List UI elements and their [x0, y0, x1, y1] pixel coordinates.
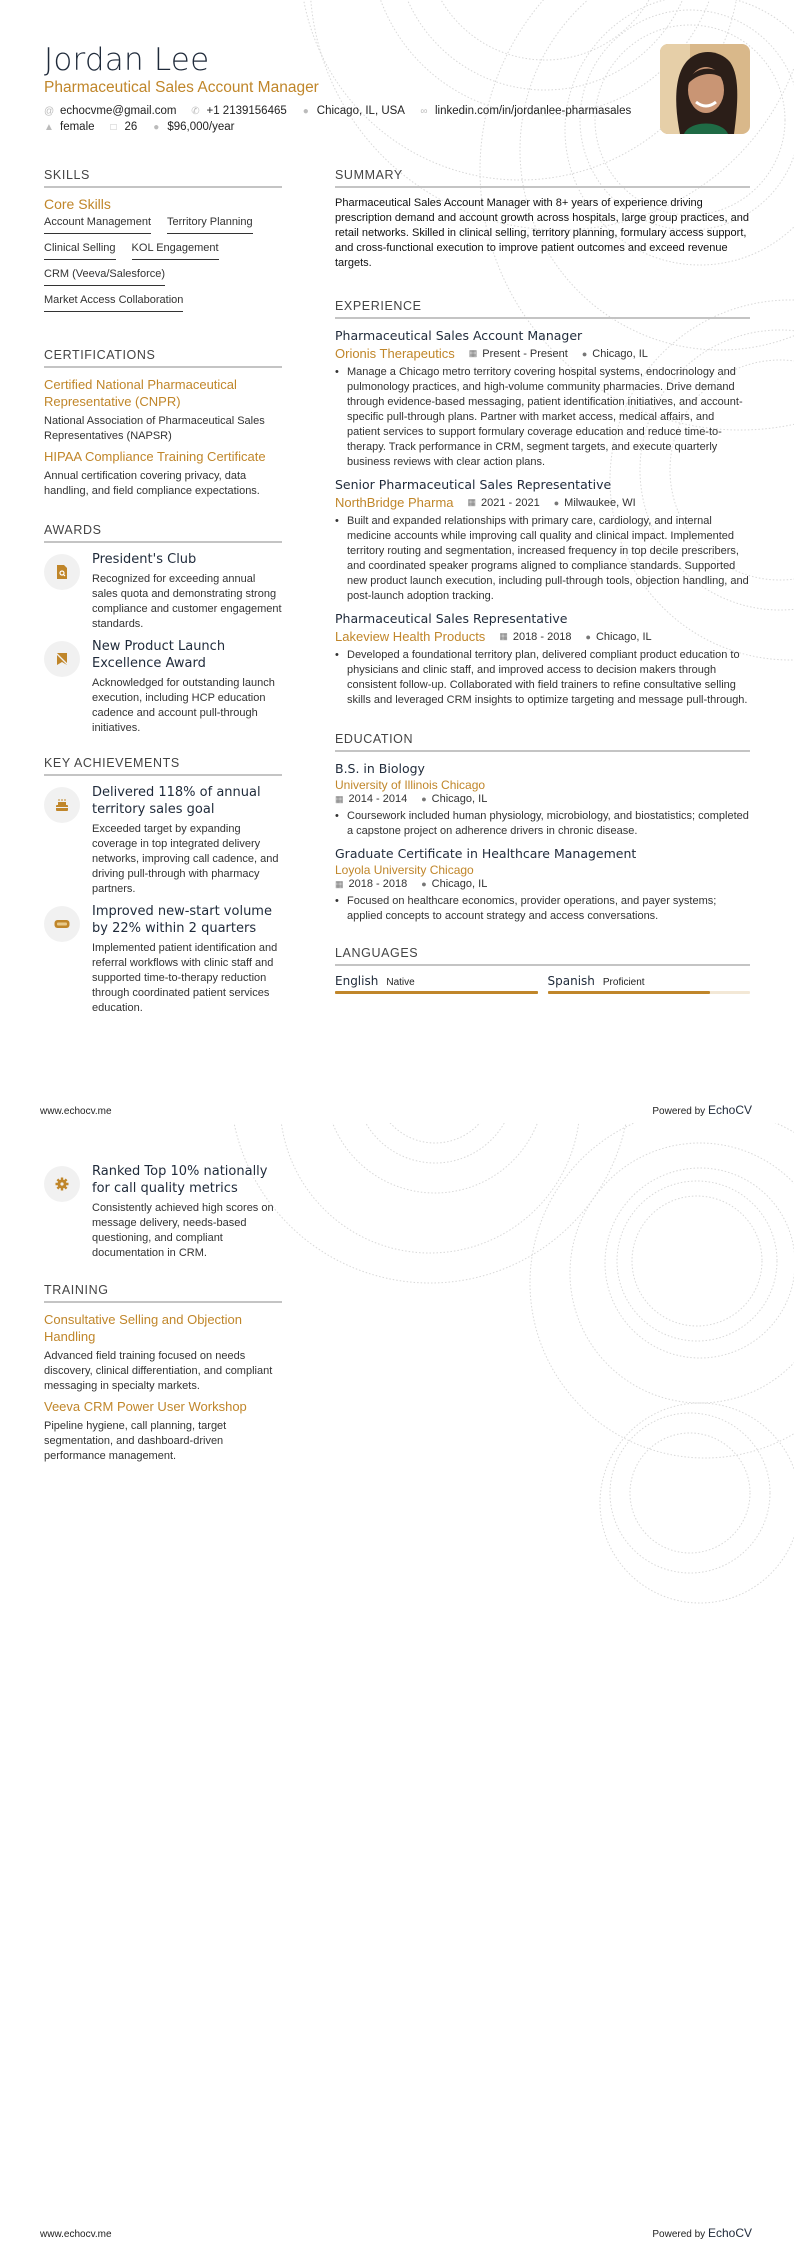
language-name: Spanish — [547, 974, 595, 988]
contact-location: ● Chicago, IL, USA — [302, 105, 405, 117]
at-icon: @ — [44, 105, 55, 117]
edu-description: Focused on healthcare economics, provider operations, and payer systems; applied concepts to account strategy and access conversations. — [347, 895, 717, 922]
company-name: Orionis Therapeutics — [335, 346, 455, 361]
link-icon: ∞ — [420, 105, 428, 117]
experience-section — [335, 299, 750, 708]
contact-age: □ 26 — [110, 121, 138, 133]
achievement-item — [44, 903, 282, 1016]
award-desc: Acknowledged for outstanding launch execution, including HCP education cadence and account pull-through initiatives. — [92, 677, 275, 734]
award-title: President's Club — [92, 552, 197, 567]
job-location: Chicago, IL — [592, 347, 648, 360]
school-name: Loyola University Chicago — [335, 863, 474, 877]
edu-location: Chicago, IL — [431, 793, 488, 805]
section-title-training: TRAINING — [44, 1283, 282, 1303]
footer-site-link[interactable]: www.echocv.me — [40, 2229, 112, 2240]
summary-section — [335, 168, 750, 271]
map-pin-icon: ● — [302, 105, 309, 117]
company-name: NorthBridge Pharma — [335, 495, 454, 510]
job-title: Pharmaceutical Sales Representative — [335, 611, 568, 626]
gear-icon — [44, 1166, 80, 1202]
section-title-awards: AWARDS — [44, 523, 282, 543]
bookmark-slash-icon — [44, 641, 80, 677]
job-dates: Present - Present — [482, 347, 568, 360]
contact-salary: ● $96,000/year — [153, 121, 235, 133]
contact-gender: ▲ female — [44, 121, 95, 133]
file-search-icon — [44, 554, 80, 590]
candidate-name: Jordan Lee — [44, 42, 210, 78]
skill-tag: KOL Engagement — [132, 242, 219, 260]
right-column — [335, 168, 750, 994]
page-footer — [40, 1103, 752, 1117]
footer-brand[interactable]: EchoCV — [707, 2226, 752, 2240]
award-desc: Recognized for exceeding annual sales quota and demonstrating strong compliance and customer engagement standards. — [92, 573, 282, 630]
contact-linkedin[interactable]: ∞ linkedin.com/in/jordanlee-pharmasales — [420, 105, 632, 117]
certification-name: Certified National Pharmaceutical Representative (CNPR) — [44, 377, 237, 409]
calendar-icon: ▦ — [468, 348, 478, 358]
skills-group-title: Core Skills — [44, 196, 111, 212]
achievement-title: Improved new-start volume by 22% within 2 quarters — [92, 904, 272, 936]
user-icon: ▲ — [44, 121, 54, 133]
skills-list — [44, 216, 282, 320]
certifications-section — [44, 348, 282, 499]
language-proficiency-bar — [335, 991, 538, 994]
skill-tag: Market Access Collaboration — [44, 294, 183, 312]
map-pin-icon: ● — [585, 631, 591, 642]
language-name: English — [335, 974, 379, 988]
training-section — [44, 1283, 282, 1464]
achievement-title: Ranked Top 10% nationally for call quality metrics — [92, 1164, 268, 1196]
skills-section — [44, 168, 282, 320]
map-pin-icon: ● — [421, 794, 427, 804]
language-level: Proficient — [602, 977, 645, 988]
degree: B.S. in Biology — [335, 761, 425, 776]
section-title-education: EDUCATION — [335, 732, 750, 752]
map-pin-icon: ● — [421, 879, 427, 889]
footer-site-link[interactable]: www.echocv.me — [40, 1106, 112, 1117]
language-item — [548, 974, 751, 994]
footer-powered-by: Powered by EchoCV — [652, 1103, 752, 1117]
map-pin-icon: ● — [553, 497, 560, 508]
achievement-desc: Implemented patient identification and referral workflows with clinic staff and supported time-to-therapy reduction through coordinated patient services education. — [92, 942, 278, 1014]
awards-section — [44, 523, 282, 736]
edu-dates: 2018 - 2018 — [348, 878, 408, 890]
section-title-summary: SUMMARY — [335, 168, 750, 188]
money-icon: ● — [153, 121, 160, 133]
training-desc: Advanced field training focused on needs discovery, clinical differentiation, and compliant messaging in specialty markets. — [44, 1350, 273, 1392]
award-title: New Product Launch Excellence Award — [92, 639, 226, 671]
award-item — [44, 638, 282, 736]
phone-icon: ✆ — [191, 105, 200, 117]
resume-page-2 — [0, 1123, 794, 2246]
profile-photo — [660, 44, 750, 134]
languages-section — [335, 946, 750, 994]
job-description: Manage a Chicago metro territory covering hospital systems, endocrinology and pulmonology practices, and high-volume community pharmacies. Drive demand through evidence-based messaging, patient identification initiatives, and account-specific pull-through plans. Partner with market access, medical affairs, and patient services to support formulary coverage education and reduce time-to-therapy. Track performance in CRM, segment targets, and execute quarterly business reviews with clear action plans. — [347, 366, 743, 468]
education-section — [335, 732, 750, 924]
cake-icon — [44, 787, 80, 823]
footer-powered-by: Powered by EchoCV — [652, 2226, 752, 2240]
section-title-skills: SKILLS — [44, 168, 282, 188]
certification-name: HIPAA Compliance Training Certificate — [44, 449, 266, 464]
education-item: Graduate Certificate in Healthcare Management Loyola University Chicago ▦ 2018 - 2018 ● Chicago, IL • Focused on healthcare economics, provider operations, and payer systems; applied concepts to account strategy and access conversations. — [335, 845, 750, 924]
candidate-headline: Pharmaceutical Sales Account Manager — [44, 79, 319, 96]
experience-item: Senior Pharmaceutical Sales Representative NorthBridge Pharma ▦ 2021 - 2021 ● Milwaukee, WI • Built and expanded relationships with primary care, cardiology, and internal medicine accounts while improving call quality and clinical impact. Implemented territory routing and segmentation, increased frequency in top decile prescribers, and coordinated speaker programs aligned to compliance standards. Supported new product launch execution, including pull-through tools, objection handling, and post-launch adoption tracking. — [335, 477, 749, 602]
skill-tag: Territory Planning — [167, 216, 253, 234]
edu-location: Chicago, IL — [431, 878, 488, 890]
award-item — [44, 551, 282, 632]
edu-dates: 2014 - 2014 — [348, 793, 408, 805]
achievement-item — [44, 1163, 282, 1261]
job-location: Chicago, IL — [595, 630, 652, 643]
summary-text: Pharmaceutical Sales Account Manager with 8+ years of experience driving prescription demand and account growth across hospitals, large group practices, and retail networks. Skilled in clinical selling, territory planning, formulary access support, and cross-functional execution to improve patient outcomes and exceed revenue targets. — [335, 197, 749, 269]
degree: Graduate Certificate in Healthcare Management — [335, 846, 637, 861]
resume-header — [44, 42, 644, 133]
skill-tag: Account Management — [44, 216, 151, 234]
section-title-experience: EXPERIENCE — [335, 299, 750, 319]
achievement-desc: Exceeded target by expanding coverage in top integrated delivery networks, improving call cadence, and driving pull-through with pharmacy partners. — [92, 823, 279, 895]
contact-email[interactable]: @ echocvme@gmail.com — [44, 105, 177, 117]
experience-item: Pharmaceutical Sales Account Manager Orionis Therapeutics ▦ Present - Present ● Chicago, IL • Manage a Chicago metro territory covering hospital systems, endocrinology and pulmonology practices, and high-volume community pharmacies. Drive demand through evidence-based messaging, patient identification initiatives, and account-specific pull-through plans. Partner with market access, medical affairs, and patient services to support formulary coverage education and reduce time-to-therapy. Track performance in CRM, segment targets, and execute quarterly business reviews with clear action plans. — [335, 327, 750, 470]
map-pin-icon: ● — [581, 348, 588, 359]
section-title-languages: LANGUAGES — [335, 946, 750, 966]
calendar-icon: ▦ — [335, 878, 344, 889]
certification-desc: Annual certification covering privacy, data handling, and field compliance expectations. — [44, 470, 260, 497]
page-footer — [40, 2226, 752, 2240]
calendar-icon: ▦ — [335, 793, 344, 804]
left-column-continued — [44, 1163, 282, 1468]
skill-tag: Clinical Selling — [44, 242, 116, 260]
language-item — [335, 974, 538, 994]
training-name: Veeva CRM Power User Workshop — [44, 1399, 247, 1414]
contact-row-secondary — [44, 121, 644, 133]
calendar-icon: ▦ — [499, 631, 508, 641]
company-name: Lakeview Health Products — [335, 629, 486, 644]
job-description: Built and expanded relationships with primary care, cardiology, and internal medicine accounts while improving call quality and clinical impact. Implemented territory routing and segmentation, increased frequency in top decile prescribers, and coordinated speaker programs aligned to compliance standards. Supported new product launch execution, including pull-through tools, objection handling, and post-launch adoption tracking. — [347, 515, 749, 602]
section-title-key-achievements: KEY ACHIEVEMENTS — [44, 756, 282, 776]
job-title: Senior Pharmaceutical Sales Representative — [335, 477, 612, 492]
job-dates: 2021 - 2021 — [481, 496, 540, 509]
job-location: Milwaukee, WI — [564, 496, 636, 509]
footer-brand[interactable]: EchoCV — [707, 1103, 752, 1117]
achievement-title: Delivered 118% of annual territory sales goal — [92, 785, 261, 817]
calendar-icon: ▦ — [467, 497, 477, 507]
pill-icon — [44, 906, 80, 942]
education-item: B.S. in Biology University of Illinois Chicago ▦ 2014 - 2014 ● Chicago, IL • Coursework included human physiology, microbiology, and biostatistics; completed a capstone project on adherence drivers in chronic disease. — [335, 761, 749, 837]
left-column — [44, 168, 282, 1022]
job-dates: 2018 - 2018 — [512, 630, 572, 643]
training-desc: Pipeline hygiene, call planning, target segmentation, and dashboard-driven performance management. — [44, 1420, 227, 1462]
key-achievements-section — [44, 756, 282, 1016]
skill-tag: CRM (Veeva/Salesforce) — [44, 268, 165, 286]
achievement-desc: Consistently achieved high scores on message delivery, needs-based questioning, and compliant documentation in CRM. — [92, 1202, 274, 1259]
job-title: Pharmaceutical Sales Account Manager — [335, 328, 583, 343]
certification-issuer: National Association of Pharmaceutical Sales Representatives (NAPSR) — [44, 415, 265, 442]
edu-description: Coursework included human physiology, microbiology, and biostatistics; completed a capstone project on adherence drivers in chronic disease. — [347, 810, 749, 837]
job-description: Developed a foundational territory plan, delivered compliant product education to physicians and clinic staff, and improved access to decision makers through consistent follow-up. Collaborated with field trainers to refine consultative selling skills and leveraged CRM insights to optimize targeting and message pull-through. — [347, 649, 748, 706]
language-proficiency-bar — [548, 991, 751, 994]
training-name: Consultative Selling and Objection Handling — [44, 1312, 243, 1344]
contact-row-primary — [44, 105, 644, 117]
calendar-icon: □ — [110, 121, 117, 133]
language-level: Native — [386, 977, 415, 988]
school-name: University of Illinois Chicago — [335, 778, 486, 792]
achievement-item — [44, 784, 282, 897]
experience-item: Pharmaceutical Sales Representative Lakeview Health Products ▦ 2018 - 2018 ● Chicago, IL • Developed a foundational territory plan, delivered compliant product education to physicians and clinic staff, and improved access to decision makers through consistent follow-up. Collaborated with field trainers to refine consultative selling skills and leveraged CRM insights to optimize targeting and message pull-through. — [335, 610, 750, 708]
contact-phone[interactable]: ✆ +1 2139156465 — [191, 105, 287, 117]
section-title-certifications: CERTIFICATIONS — [44, 348, 282, 368]
